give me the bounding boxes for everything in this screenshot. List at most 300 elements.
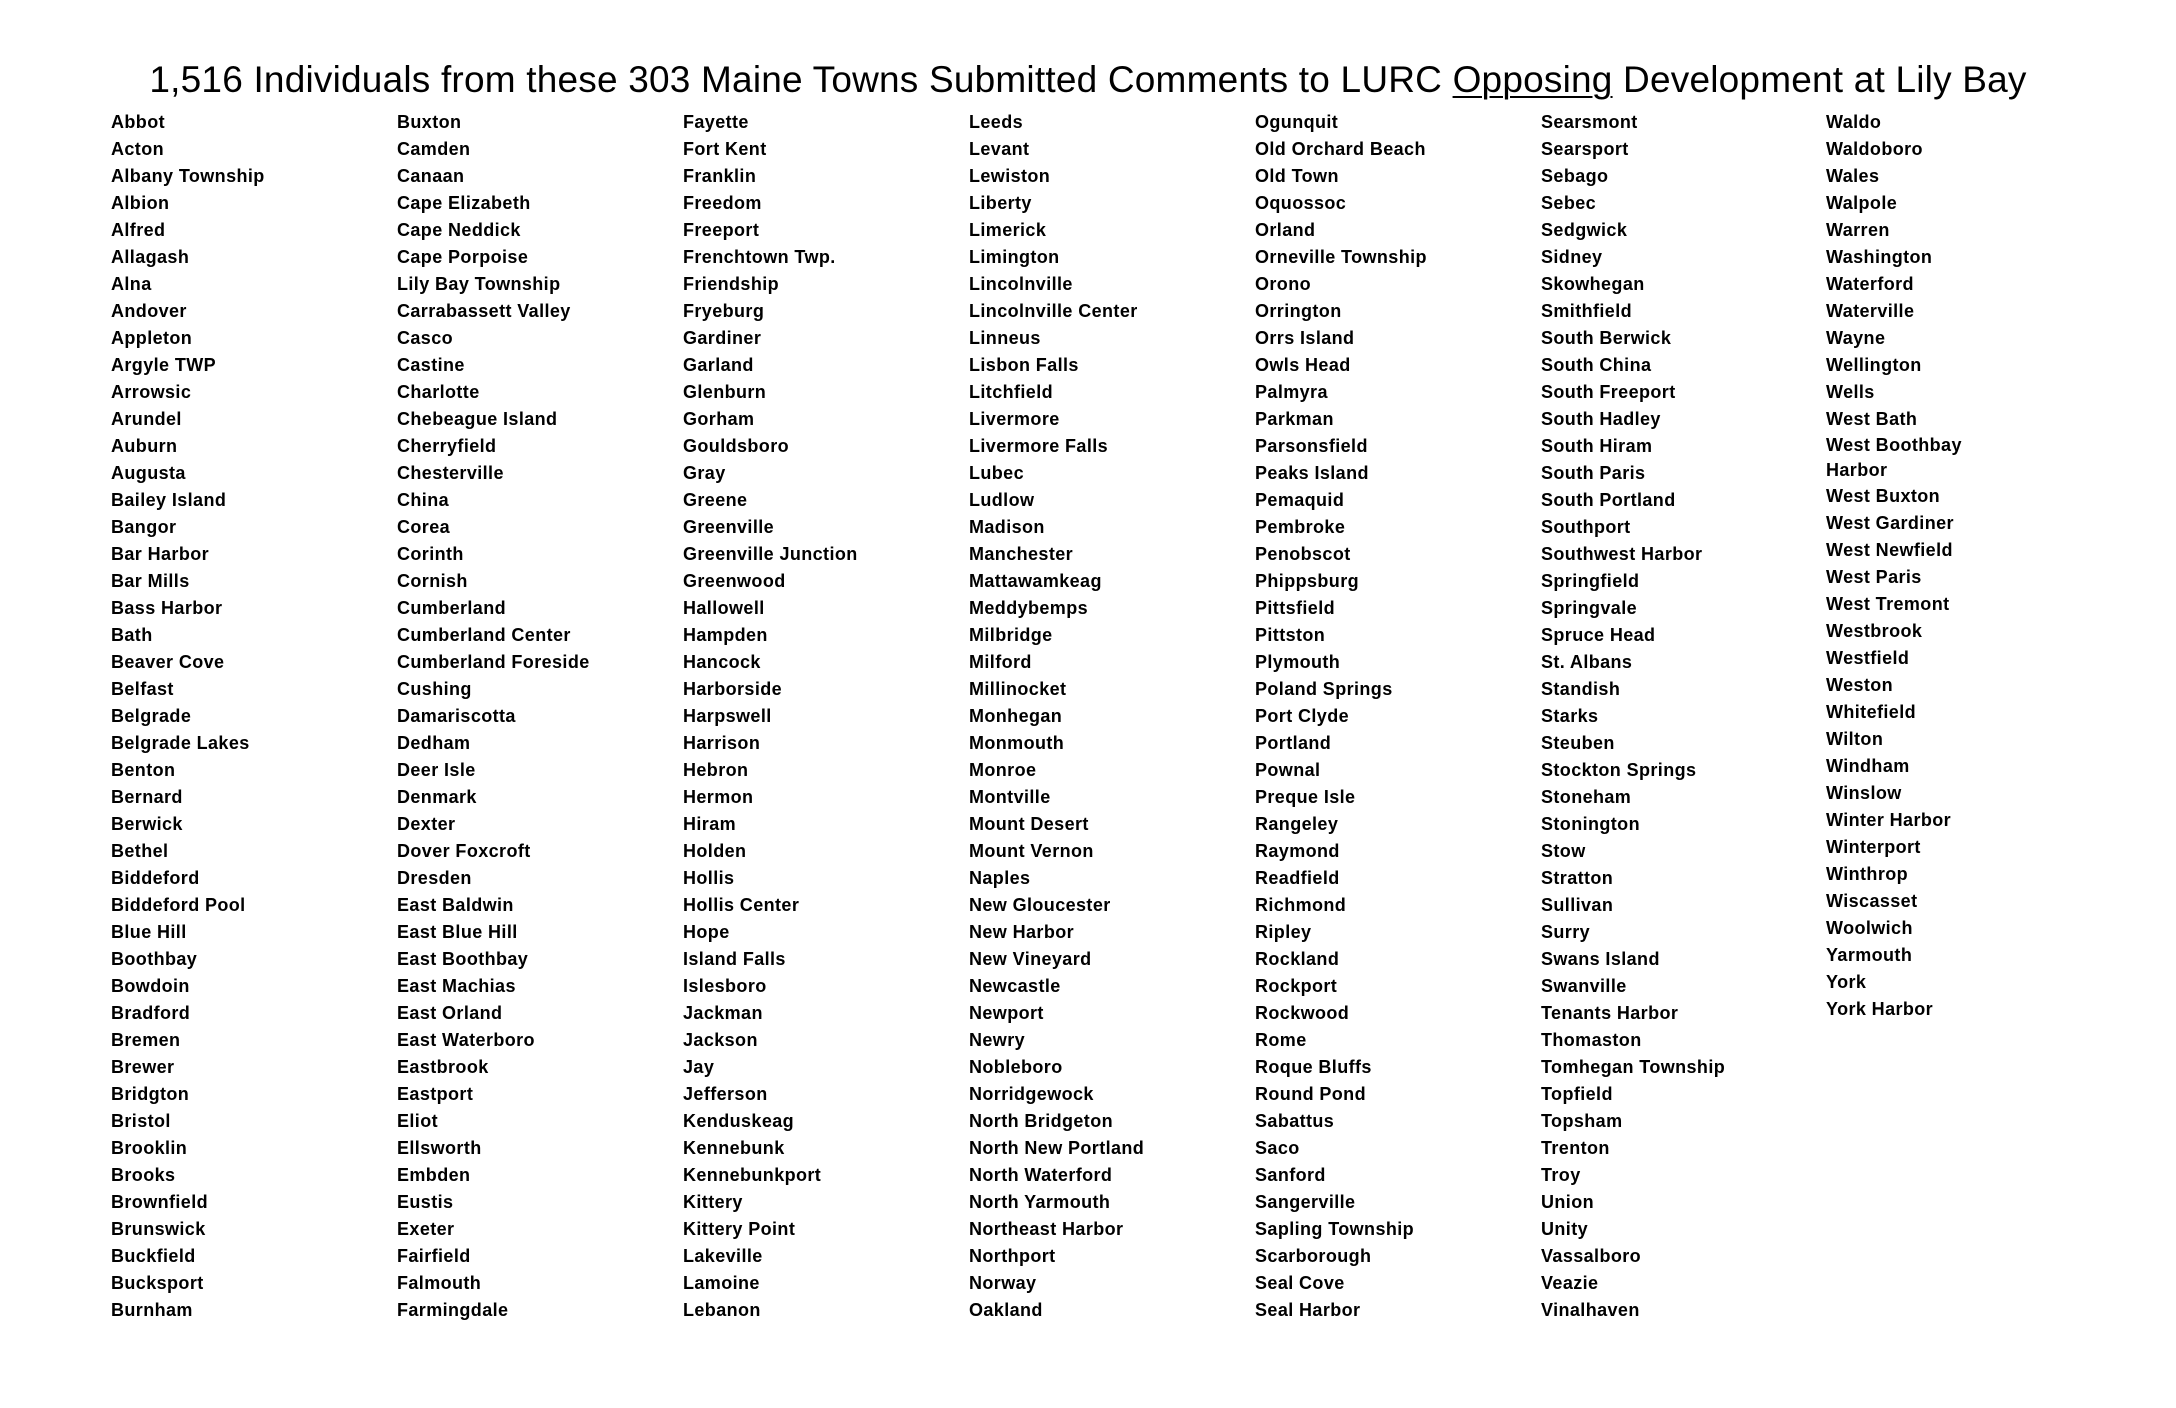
town-name: Chesterville (397, 463, 504, 483)
town-name: Livermore Falls (969, 436, 1109, 456)
town-name: Brunswick (111, 1219, 206, 1239)
town-name: Livermore (969, 409, 1060, 429)
town-name: Levant (969, 139, 1030, 159)
town-name: Kittery (683, 1192, 743, 1212)
town-name: York (1826, 972, 1867, 992)
town-name: Trenton (1541, 1138, 1610, 1158)
town-name: Nobleboro (969, 1057, 1063, 1077)
town-name: Ripley (1255, 922, 1312, 942)
town-name: Brewer (111, 1057, 175, 1077)
town-name: New Harbor (969, 922, 1075, 942)
town-name: Rome (1255, 1030, 1307, 1050)
town-name: Greenville (683, 517, 775, 537)
town-name: Cumberland Foreside (397, 652, 590, 672)
town-name: Limington (969, 247, 1060, 267)
town-name: Carrabassett Valley (397, 301, 571, 321)
town-name: Winterport (1826, 837, 1921, 857)
town-name: Freedom (683, 193, 762, 213)
town-name: Lily Bay Township (397, 274, 561, 294)
town-name: Island Falls (683, 949, 786, 969)
town-name: East Baldwin (397, 895, 514, 915)
town-name: Old Orchard Beach (1255, 139, 1426, 159)
town-name: East Boothbay (397, 949, 529, 969)
town-name: West Bath (1826, 409, 1918, 429)
town-name: Sebec (1541, 193, 1597, 213)
town-name: Kittery Point (683, 1219, 796, 1239)
town-name: Ogunquit (1255, 112, 1339, 132)
town-name: Winthrop (1826, 864, 1909, 884)
town-name: Islesboro (683, 976, 767, 996)
town-name: Readfield (1255, 868, 1340, 888)
town-name: South Berwick (1541, 328, 1672, 348)
town-name: Milbridge (969, 625, 1053, 645)
town-name: Rangeley (1255, 814, 1339, 834)
town-name: Port Clyde (1255, 706, 1350, 726)
town-name: Leeds (969, 112, 1024, 132)
town-name: Denmark (397, 787, 477, 807)
town-name: Argyle TWP (111, 355, 217, 375)
town-name: Jay (683, 1057, 715, 1077)
town-name: Hope (683, 922, 730, 942)
town-name: West Tremont (1826, 594, 1950, 614)
town-name: Hampden (683, 625, 768, 645)
town-name: Lubec (969, 463, 1025, 483)
town-name: Damariscotta (397, 706, 516, 726)
town-name: Waterford (1826, 274, 1914, 294)
town-name: Oquossoc (1255, 193, 1347, 213)
town-name: Franklin (683, 166, 757, 186)
town-name: Buckfield (111, 1246, 196, 1266)
town-name: Norridgewock (969, 1084, 1094, 1104)
town-column-7 (1826, 109, 2106, 1023)
town-name: Topsham (1541, 1111, 1623, 1131)
town-name: Hollis (683, 868, 735, 888)
town-name: Northport (969, 1246, 1056, 1266)
town-name: Jefferson (683, 1084, 768, 1104)
town-name: Sabattus (1255, 1111, 1335, 1131)
town-name: Manchester (969, 544, 1074, 564)
town-name: Steuben (1541, 733, 1615, 753)
town-name: Dexter (397, 814, 456, 834)
town-name: Phippsburg (1255, 571, 1359, 591)
town-name: Swans Island (1541, 949, 1660, 969)
town-name: Castine (397, 355, 465, 375)
town-name: Sanford (1255, 1165, 1326, 1185)
town-name: Eastbrook (397, 1057, 489, 1077)
town-name: Orneville Township (1255, 247, 1427, 267)
town-name: Rockland (1255, 949, 1340, 969)
town-name: Millinocket (969, 679, 1067, 699)
town-name: Parsonsfield (1255, 436, 1368, 456)
town-name: Veazie (1541, 1273, 1599, 1293)
town-name: Monroe (969, 760, 1037, 780)
town-name: Stonington (1541, 814, 1640, 834)
town-name: Fayette (683, 112, 749, 132)
town-name: Chebeague Island (397, 409, 558, 429)
town-name: Monhegan (969, 706, 1063, 726)
town-name: Seal Cove (1255, 1273, 1345, 1293)
town-name: Benton (111, 760, 176, 780)
town-name: Greenwood (683, 571, 786, 591)
town-name: Warren (1826, 220, 1890, 240)
town-name: Waldo (1826, 112, 1882, 132)
town-name: Monmouth (969, 733, 1065, 753)
town-name: Stockton Springs (1541, 760, 1697, 780)
town-name: St. Albans (1541, 652, 1633, 672)
town-name: Plymouth (1255, 652, 1341, 672)
town-name: Belgrade (111, 706, 192, 726)
town-name: West Paris (1826, 567, 1922, 587)
town-name: West Gardiner (1826, 513, 1954, 533)
town-name: Casco (397, 328, 454, 348)
town-name: Newcastle (969, 976, 1061, 996)
town-name: Newry (969, 1030, 1026, 1050)
town-name: Pembroke (1255, 517, 1346, 537)
town-name: Albany Township (111, 166, 265, 186)
town-name: Greene (683, 490, 748, 510)
town-column-5 (1255, 109, 1535, 1324)
town-name: Cherryfield (397, 436, 497, 456)
town-name: East Waterboro (397, 1030, 535, 1050)
town-name: Dover Foxcroft (397, 841, 531, 861)
town-name: Old Town (1255, 166, 1339, 186)
town-name: Wellington (1826, 355, 1922, 375)
town-name: Garland (683, 355, 754, 375)
town-name: Bailey Island (111, 490, 227, 510)
town-name: Bremen (111, 1030, 181, 1050)
town-name: Bass Harbor (111, 598, 223, 618)
town-name: Dresden (397, 868, 472, 888)
town-name: Weston (1826, 675, 1894, 695)
town-name: Arundel (111, 409, 182, 429)
town-name: Jackman (683, 1003, 763, 1023)
town-name: South Freeport (1541, 382, 1676, 402)
town-name: Seal Harbor (1255, 1300, 1361, 1320)
town-name: East Orland (397, 1003, 503, 1023)
town-name: Appleton (111, 328, 193, 348)
town-name: Westfield (1826, 648, 1910, 668)
town-name: Kenduskeag (683, 1111, 795, 1131)
town-name: Pemaquid (1255, 490, 1345, 510)
town-name: Roque Bluffs (1255, 1057, 1372, 1077)
town-name: Bethel (111, 841, 169, 861)
town-name: South China (1541, 355, 1652, 375)
town-name: Hebron (683, 760, 749, 780)
town-name: Corinth (397, 544, 464, 564)
town-name: Falmouth (397, 1273, 482, 1293)
town-name: North Bridgeton (969, 1111, 1113, 1131)
town-name: North New Portland (969, 1138, 1145, 1158)
town-name: Topfield (1541, 1084, 1613, 1104)
town-name: Winslow (1826, 783, 1902, 803)
town-name: Gorham (683, 409, 755, 429)
town-name: Lebanon (683, 1300, 761, 1320)
town-name: Buxton (397, 112, 462, 132)
town-name: Jackson (683, 1030, 758, 1050)
town-name: Pittston (1255, 625, 1326, 645)
town-name: Scarborough (1255, 1246, 1372, 1266)
town-name: Bridgton (111, 1084, 190, 1104)
town-name: Dedham (397, 733, 471, 753)
town-name: Brownfield (111, 1192, 208, 1212)
town-name: Tomhegan Township (1541, 1057, 1726, 1077)
town-name: Corea (397, 517, 451, 537)
town-name: Gray (683, 463, 726, 483)
town-name: Blue Hill (111, 922, 187, 942)
town-name: Tenants Harbor (1541, 1003, 1679, 1023)
town-name: Skowhegan (1541, 274, 1645, 294)
town-name: West Boothbay (1826, 435, 1962, 455)
town-name: Gardiner (683, 328, 762, 348)
town-name: Bristol (111, 1111, 171, 1131)
town-name: Waldoboro (1826, 139, 1923, 159)
town-name: Cape Neddick (397, 220, 521, 240)
town-name: Hermon (683, 787, 754, 807)
town-name: Madison (969, 517, 1045, 537)
town-column-3 (683, 109, 963, 1324)
town-name: South Portland (1541, 490, 1676, 510)
town-name: Pownal (1255, 760, 1321, 780)
town-name: East Blue Hill (397, 922, 518, 942)
town-name: Brooks (111, 1165, 176, 1185)
town-name: Yarmouth (1826, 945, 1913, 965)
town-name: Fairfield (397, 1246, 471, 1266)
town-name: Mount Vernon (969, 841, 1094, 861)
town-name: Beaver Cove (111, 652, 225, 672)
town-name: Exeter (397, 1219, 455, 1239)
town-name: Charlotte (397, 382, 480, 402)
town-name: Friendship (683, 274, 780, 294)
town-name: North Yarmouth (969, 1192, 1111, 1212)
town-name: Spruce Head (1541, 625, 1656, 645)
town-name: Meddybemps (969, 598, 1089, 618)
town-name: East Machias (397, 976, 516, 996)
town-name: Orono (1255, 274, 1311, 294)
town-name: Surry (1541, 922, 1591, 942)
town-name: Milford (969, 652, 1032, 672)
town-name: Allagash (111, 247, 190, 267)
town-name: Holden (683, 841, 747, 861)
town-name: Rockport (1255, 976, 1338, 996)
town-name: Newport (969, 1003, 1044, 1023)
town-name: Eliot (397, 1111, 438, 1131)
town-name: Glenburn (683, 382, 767, 402)
town-name: Hancock (683, 652, 761, 672)
town-column-4 (969, 109, 1249, 1324)
town-name: West Newfield (1826, 540, 1953, 560)
town-name: Gouldsboro (683, 436, 789, 456)
town-name: Sedgwick (1541, 220, 1628, 240)
town-name: Sangerville (1255, 1192, 1356, 1212)
town-name: Vassalboro (1541, 1246, 1642, 1266)
town-name: Freeport (683, 220, 760, 240)
town-name: Naples (969, 868, 1031, 888)
town-name: Palmyra (1255, 382, 1328, 402)
town-name: Whitefield (1826, 702, 1916, 722)
town-name: New Vineyard (969, 949, 1092, 969)
town-name: Kennebunkport (683, 1165, 822, 1185)
town-name: Mount Desert (969, 814, 1089, 834)
town-name: Woolwich (1826, 918, 1913, 938)
town-name: Acton (111, 139, 164, 159)
town-name: South Hiram (1541, 436, 1653, 456)
town-name: Lincolnville Center (969, 301, 1138, 321)
town-name: Orrington (1255, 301, 1342, 321)
town-name: Stow (1541, 841, 1586, 861)
town-name: Hallowell (683, 598, 765, 618)
town-name: Union (1541, 1192, 1594, 1212)
town-name: Lewiston (969, 166, 1051, 186)
town-name: Richmond (1255, 895, 1347, 915)
town-name: Liberty (969, 193, 1032, 213)
town-name: Montville (969, 787, 1051, 807)
town-name: Harrison (683, 733, 761, 753)
town-name: Orrs Island (1255, 328, 1355, 348)
title-underlined-word: Opposing (1452, 59, 1613, 100)
town-name: Augusta (111, 463, 186, 483)
town-name: Sullivan (1541, 895, 1614, 915)
town-name: Bucksport (111, 1273, 204, 1293)
town-name: Bernard (111, 787, 183, 807)
town-name: Ellsworth (397, 1138, 482, 1158)
town-name: Cape Porpoise (397, 247, 529, 267)
town-name: Bar Harbor (111, 544, 210, 564)
town-name: Belgrade Lakes (111, 733, 250, 753)
town-name: Bowdoin (111, 976, 190, 996)
town-name: Norway (969, 1273, 1037, 1293)
town-name: Round Pond (1255, 1084, 1366, 1104)
town-name: Deer Isle (397, 760, 476, 780)
town-name: Brooklin (111, 1138, 188, 1158)
town-name: Washington (1826, 247, 1933, 267)
town-name: Wales (1826, 166, 1880, 186)
town-name: Limerick (969, 220, 1047, 240)
town-name: Searsport (1541, 139, 1629, 159)
town-name: Linneus (969, 328, 1041, 348)
town-name: Lincolnville (969, 274, 1073, 294)
town-column-1 (111, 109, 391, 1324)
town-column-6 (1541, 109, 1821, 1324)
town-name: Cumberland Center (397, 625, 571, 645)
town-name: Springfield (1541, 571, 1640, 591)
town-name: Biddeford (111, 868, 200, 888)
town-name: Wells (1826, 382, 1875, 402)
town-name: Stratton (1541, 868, 1614, 888)
town-name: Penobscot (1255, 544, 1351, 564)
town-name: Peaks Island (1255, 463, 1369, 483)
town-name: China (397, 490, 450, 510)
town-name: Camden (397, 139, 471, 159)
town-name: Arrowsic (111, 382, 192, 402)
town-name: Bradford (111, 1003, 191, 1023)
town-name: Fryeburg (683, 301, 765, 321)
town-name: Stoneham (1541, 787, 1632, 807)
town-name: Frenchtown Twp. (683, 247, 836, 267)
town-name: Bar Mills (111, 571, 190, 591)
town-name: Wayne (1826, 328, 1886, 348)
town-name: Fort Kent (683, 139, 767, 159)
town-name: Poland Springs (1255, 679, 1393, 699)
town-name: South Hadley (1541, 409, 1661, 429)
town-name: Saco (1255, 1138, 1300, 1158)
town-name: Waterville (1826, 301, 1915, 321)
town-name: Eastport (397, 1084, 474, 1104)
town-name: Rockwood (1255, 1003, 1350, 1023)
town-name: Standish (1541, 679, 1621, 699)
town-name: Cumberland (397, 598, 507, 618)
town-name: Harborside (683, 679, 783, 699)
town-name: Sidney (1541, 247, 1603, 267)
town-name: Sebago (1541, 166, 1609, 186)
town-name: Biddeford Pool (111, 895, 246, 915)
town-name: Southwest Harbor (1541, 544, 1703, 564)
town-name: Bangor (111, 517, 177, 537)
town-name: Orland (1255, 220, 1316, 240)
town-name: Kennebunk (683, 1138, 785, 1158)
town-column-2 (397, 109, 677, 1324)
town-name: South Paris (1541, 463, 1646, 483)
town-name: Embden (397, 1165, 471, 1185)
town-name: Abbot (111, 112, 165, 132)
town-name: Sapling Township (1255, 1219, 1415, 1239)
town-name: Hiram (683, 814, 737, 834)
town-name: Owls Head (1255, 355, 1351, 375)
town-name: Auburn (111, 436, 178, 456)
town-name: Winter Harbor (1826, 810, 1952, 830)
town-name: Southport (1541, 517, 1631, 537)
title-text-end: Development at Lily Bay (1612, 59, 2027, 100)
town-name: Eustis (397, 1192, 454, 1212)
town-name: Bath (111, 625, 153, 645)
town-name: Northeast Harbor (969, 1219, 1124, 1239)
town-name: Troy (1541, 1165, 1581, 1185)
town-name: Cushing (397, 679, 472, 699)
town-name: Starks (1541, 706, 1599, 726)
town-name: Belfast (111, 679, 174, 699)
town-columns (111, 109, 2071, 1339)
town-name: Swanville (1541, 976, 1627, 996)
town-name: Vinalhaven (1541, 1300, 1640, 1320)
town-name: Lakeville (683, 1246, 763, 1266)
town-name: Cornish (397, 571, 468, 591)
town-name: Alfred (111, 220, 166, 240)
town-name: Berwick (111, 814, 183, 834)
town-name: Cape Elizabeth (397, 193, 531, 213)
town-name: Lamoine (683, 1273, 760, 1293)
town-name: Pittsfield (1255, 598, 1336, 618)
town-name: Canaan (397, 166, 465, 186)
town-name: Alna (111, 274, 152, 294)
town-name: Windham (1826, 756, 1910, 776)
town-name: Lisbon Falls (969, 355, 1079, 375)
town-name: Mattawamkeag (969, 571, 1102, 591)
title-text-start: 1,516 Individuals from these 303 Maine Towns Submitted Comments to LURC (149, 59, 1453, 100)
town-name: Unity (1541, 1219, 1588, 1239)
town-name: North Waterford (969, 1165, 1113, 1185)
town-name: Preque Isle (1255, 787, 1356, 807)
town-name: Farmingdale (397, 1300, 509, 1320)
town-name: West Buxton (1826, 486, 1941, 506)
town-name: Hollis Center (683, 895, 800, 915)
town-name: Raymond (1255, 841, 1340, 861)
town-name: Litchfield (969, 382, 1053, 402)
town-name: Ludlow (969, 490, 1035, 510)
town-name: Westbrook (1826, 621, 1923, 641)
document-title (0, 58, 2176, 102)
town-name: Boothbay (111, 949, 198, 969)
town-name: Springvale (1541, 598, 1638, 618)
town-name: Burnham (111, 1300, 193, 1320)
